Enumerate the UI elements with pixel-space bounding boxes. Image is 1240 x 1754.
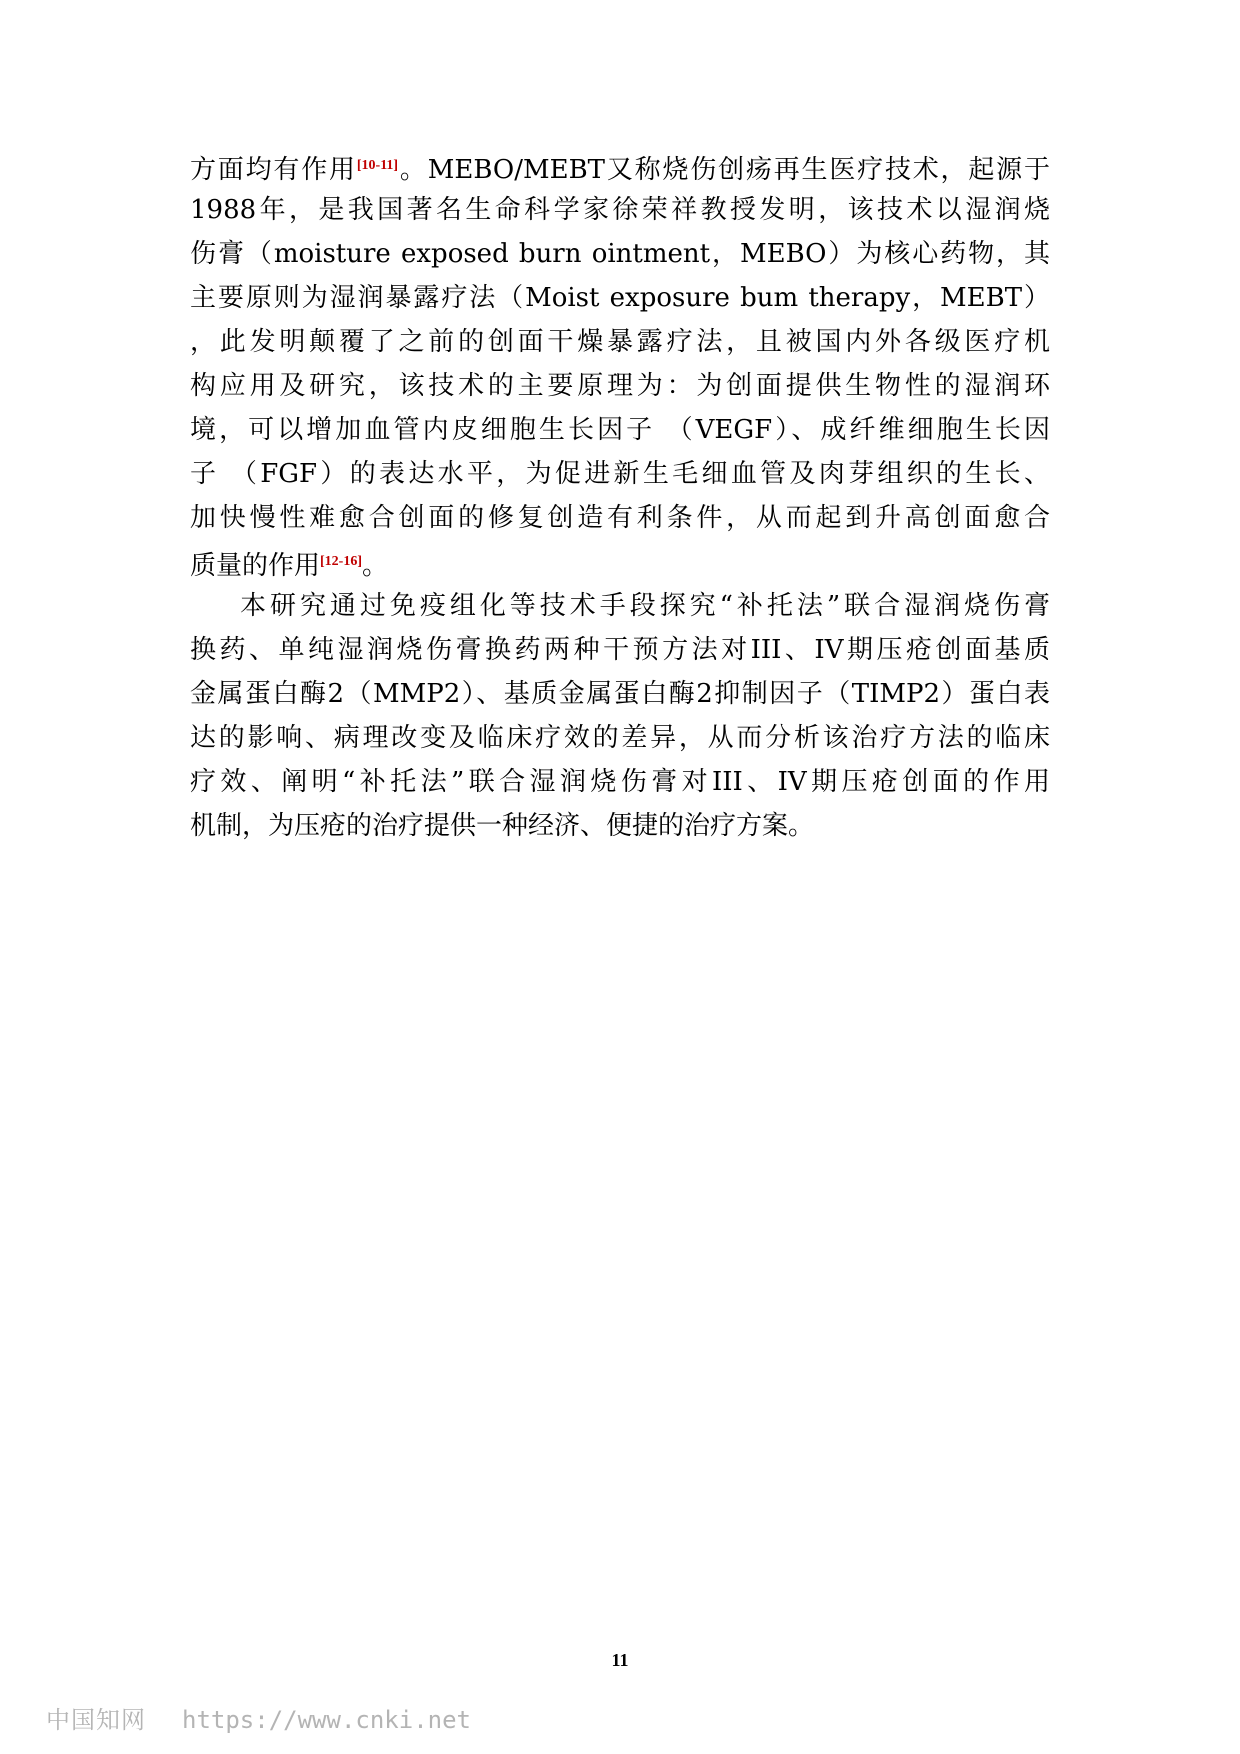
paragraph-2-line-2: 换药、单纯湿润烧伤膏换药两种干预方法对III、IV期压疮创面基质 bbox=[190, 635, 1050, 665]
footer-watermark bbox=[46, 1700, 471, 1735]
cnki-logo-text: 中国知网 bbox=[46, 1706, 146, 1734]
paragraph-1-line-2: 1988年，是我国著名生命科学家徐荣祥教授发明，该技术以湿润烧 bbox=[190, 195, 1050, 225]
paragraph-1-line-3: 伤膏（moisture exposed burn ointment，MEBO）为核心药物，其 bbox=[190, 239, 1050, 269]
paragraph-1-line-8: 子 （FGF）的表达水平，为促进新生毛细血管及肉芽组织的生长、 bbox=[190, 459, 1050, 489]
paragraph-1-line-1 bbox=[190, 146, 1050, 190]
paragraph-1-line-6: 构应用及研究，该技术的主要原理为：为创面提供生物性的湿润环 bbox=[190, 371, 1050, 401]
paragraph-1-line-4: 主要原则为湿润暴露疗法（Moist exposure bum therapy，MEBT） bbox=[190, 283, 1050, 313]
page-number: 11 bbox=[611, 1650, 629, 1670]
paragraph-2-line-5: 疗效、阐明“补托法”联合湿润烧伤膏对III、IV期压疮创面的作用 bbox=[190, 767, 1050, 797]
paragraph-1-line-7: 境，可以增加血管内皮细胞生长因子 （VEGF）、成纤维细胞生长因 bbox=[190, 415, 1050, 445]
paragraph-2-line-3: 金属蛋白酶2（MMP2）、基质金属蛋白酶2抑制因子（TIMP2）蛋白表 bbox=[190, 679, 1050, 709]
text-run: 。MEBO/MEBT又称烧伤创疡再生医疗技术，起源于 bbox=[398, 155, 1050, 185]
paragraph-2-line-4: 达的影响、病理改变及临床疗效的差异，从而分析该治疗方法的临床 bbox=[190, 723, 1050, 753]
text-run: 质量的作用 bbox=[190, 551, 321, 581]
paragraph-2-line-6: 机制，为压疮的治疗提供一种经济、便捷的治疗方案。 bbox=[190, 811, 815, 841]
cnki-url-link[interactable]: https://www.cnki.net bbox=[182, 1706, 471, 1734]
paragraph-1-line-5: ，此发明颠覆了之前的创面干燥暴露疗法，且被国内外各级医疗机 bbox=[190, 327, 1050, 357]
paragraph-1-line-9: 加快慢性难愈合创面的修复创造有利条件，从而起到升高创面愈合 bbox=[190, 503, 1050, 533]
paragraph-1-line-10 bbox=[190, 542, 1050, 586]
citation-10-11[interactable]: [10-11] bbox=[356, 158, 399, 173]
text-run: 方面均有作用 bbox=[190, 155, 357, 185]
citation-12-16[interactable]: [12-16] bbox=[320, 554, 363, 569]
paragraph-2-line-1: 本研究通过免疫组化等技术手段探究“补托法”联合湿润烧伤膏 bbox=[240, 591, 1050, 621]
text-run: 。 bbox=[362, 551, 389, 581]
